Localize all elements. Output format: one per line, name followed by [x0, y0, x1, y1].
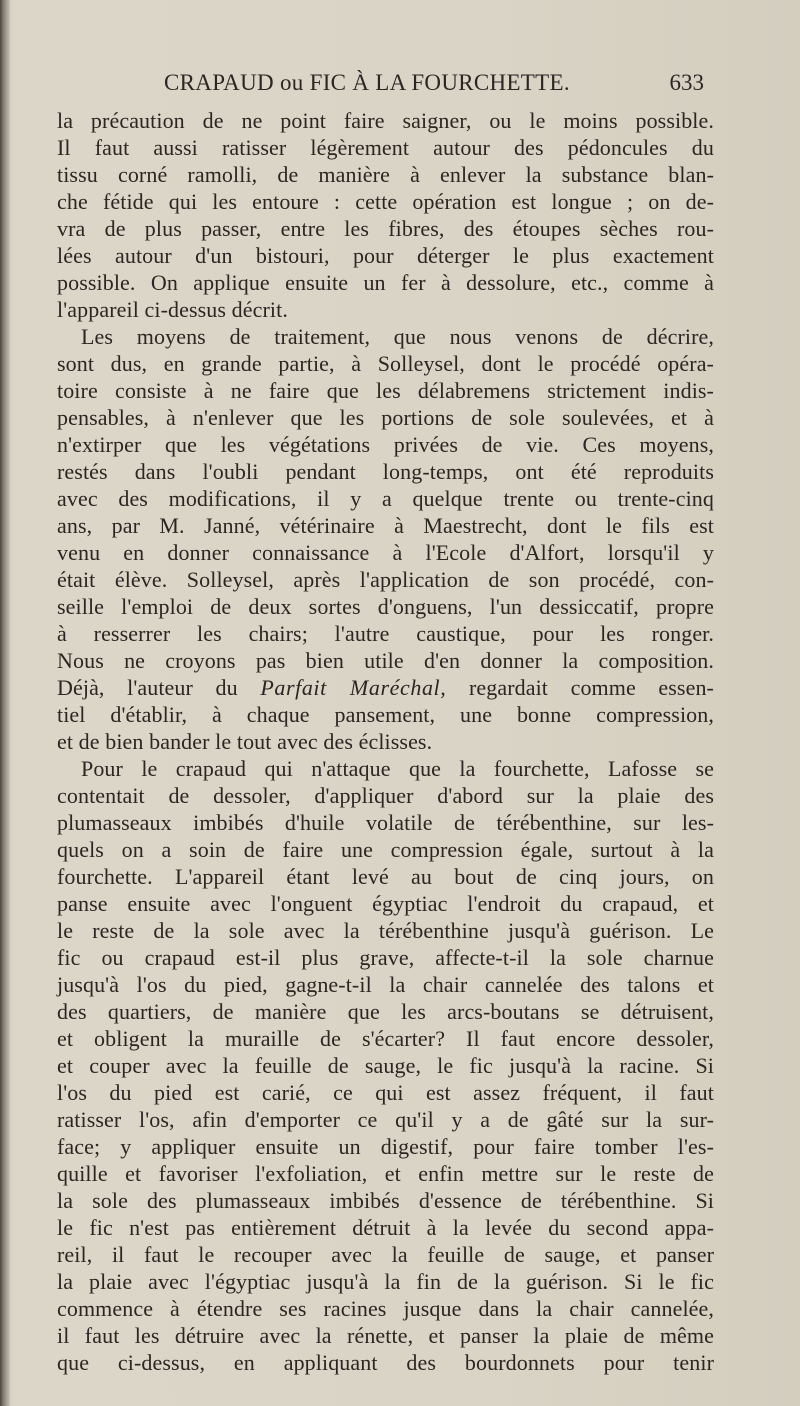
text-line: avec des modifications, il y a quelque trente ou trente-cinq: [57, 486, 714, 511]
text-line: des quartiers, de manière que les arcs-boutans se détruisent,: [57, 999, 714, 1024]
text-line: plumasseaux imbibés d'huile volatile de térébenthine, sur les-: [57, 810, 714, 835]
italic-book-title: Parfait Maréchal,: [260, 675, 447, 700]
text-line: contentait de dessoler, d'appliquer d'abord sur la plaie des: [57, 783, 714, 808]
text-line: était élève. Solleysel, après l'application de son procédé, con-: [57, 567, 714, 592]
line-end: regardait comme essen-: [468, 675, 714, 700]
text-line: ans, par M. Janné, vétérinaire à Maestrecht, dont le fils est: [57, 513, 714, 538]
text-line: fourchette. L'appareil étant levé au bout de cinq jours, on: [57, 864, 714, 889]
text-line: et obligent la muraille de s'écarter? Il faut encore dessoler,: [57, 1026, 714, 1051]
paragraph-end-line: l'appareil ci-dessus décrit.: [57, 297, 288, 322]
text-line: la sole des plumasseaux imbibés d'essence de térébenthine. Si: [57, 1188, 714, 1213]
text-line: sont dus, en grande partie, à Solleysel, dont le procédé opéra-: [57, 351, 714, 376]
text-line: reil, il faut le recouper avec la feuille de sauge, et panser: [57, 1242, 714, 1267]
text-line: jusqu'à l'os du pied, gagne-t-il la chair cannelée des talons et: [57, 972, 714, 997]
text-line: vra de plus passer, entre les fibres, des étoupes sèches rou-: [57, 216, 714, 241]
text-line: restés dans l'oubli pendant long-temps, ont été reproduits: [57, 459, 714, 484]
text-line: l'os du pied est carié, ce qui est assez fréquent, il faut: [57, 1080, 714, 1105]
line-start: Déjà, l'auteur du: [57, 675, 238, 700]
text-line: fic ou crapaud est-il plus grave, affecte-t-il la sole charnue: [57, 945, 714, 970]
running-title: CRAPAUD ou FIC À LA FOURCHETTE.: [164, 70, 570, 95]
text-line: tiel d'établir, à chaque pansement, une bonne compression,: [57, 702, 714, 727]
text-line: toire consiste à ne faire que les délabremens strictement indis-: [57, 378, 714, 403]
text-line: panse ensuite avec l'onguent égyptiac l'endroit du crapaud, et: [57, 891, 714, 916]
text-line: quels on a soin de faire une compression égale, surtout à la: [57, 837, 714, 862]
text-line: il faut les détruire avec la rénette, et panser la plaie de même: [57, 1323, 714, 1348]
body-text: [57, 107, 714, 1376]
text-line: et couper avec la feuille de sauge, le fic jusqu'à la racine. Si: [57, 1053, 714, 1078]
text-line: commence à étendre ses racines jusque dans la chair cannelée,: [57, 1296, 714, 1321]
text-line: ratisser l'os, afin d'emporter ce qu'il y a de gâté sur la sur-: [57, 1107, 714, 1132]
paragraph-start-line: Les moyens de traitement, que nous venons de décrire,: [81, 324, 714, 349]
text-line: pensables, à n'enlever que les portions de sole soulevées, et à: [57, 405, 714, 430]
text-line: la plaie avec l'égyptiac jusqu'à la fin de la guérison. Si le fic: [57, 1269, 714, 1294]
text-line: che fétide qui les entoure : cette opération est longue ; on de-: [57, 189, 714, 214]
paragraph-end-line: et de bien bander le tout avec des éclisses.: [57, 729, 433, 754]
text-line: venu en donner connaissance à l'Ecole d'Alfort, lorsqu'il y: [57, 540, 714, 565]
page-spine-shadow: [0, 0, 10, 1406]
text-line: face; y appliquer ensuite un digestif, pour faire tomber l'es-: [57, 1134, 714, 1159]
text-line: possible. On applique ensuite un fer à dessolure, etc., comme à: [57, 270, 714, 295]
text-line: à resserrer les chairs; l'autre caustique, pour les ronger.: [57, 621, 714, 646]
page-header: [160, 70, 716, 102]
text-line: seille l'emploi de deux sortes d'onguens, l'un dessiccatif, propre: [57, 594, 714, 619]
text-line-with-italic: [57, 674, 714, 701]
text-line: quille et favoriser l'exfoliation, et enfin mettre sur le reste de: [57, 1161, 714, 1186]
text-line: le reste de la sole avec la térébenthine jusqu'à guérison. Le: [57, 918, 714, 943]
text-line: tissu corné ramolli, de manière à enlever la substance blan-: [57, 162, 714, 187]
text-line: la précaution de ne point faire saigner, ou le moins possible.: [57, 108, 714, 133]
text-line: Il faut aussi ratisser légèrement autour des pédoncules du: [57, 135, 714, 160]
text-line: lées autour d'un bistouri, pour déterger le plus exactement: [57, 243, 714, 268]
paragraph-start-line: Pour le crapaud qui n'attaque que la fourchette, Lafosse se: [81, 756, 714, 781]
text-line: n'extirper que les végétations privées de vie. Ces moyens,: [57, 432, 714, 457]
text-line: que ci-dessus, en appliquant des bourdonnets pour tenir: [57, 1350, 714, 1375]
text-line: le fic n'est pas entièrement détruit à la levée du second appa-: [57, 1215, 714, 1240]
text-line: Nous ne croyons pas bien utile d'en donner la composition.: [57, 648, 714, 673]
page-number: 633: [669, 70, 704, 95]
